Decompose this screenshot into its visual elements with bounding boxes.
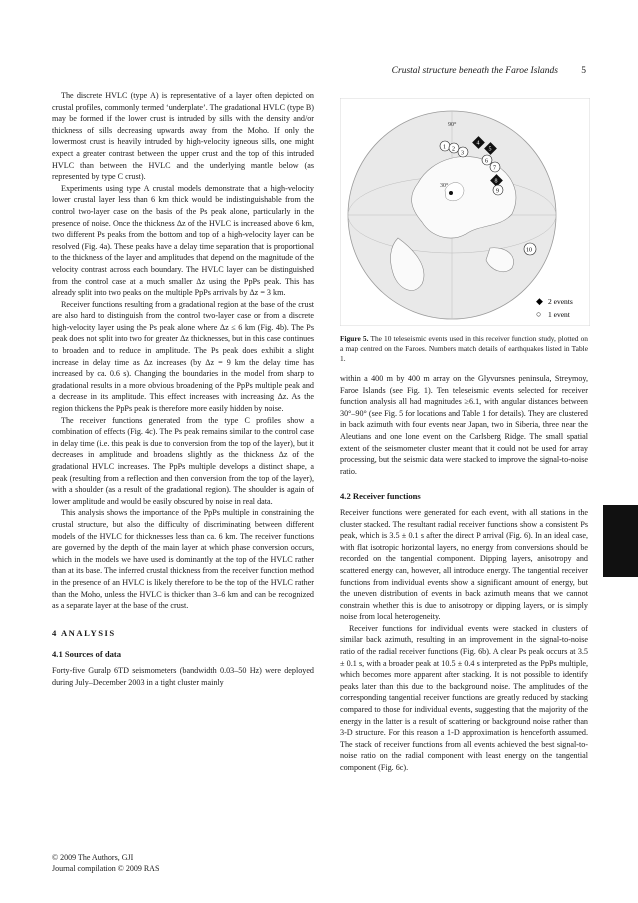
caption-text: The 10 teleseismic events used in this receiver function study, plotted on a map centred on the Faroes. Numbers match details of earthquakes listed in Table 1.	[340, 334, 588, 363]
svg-text:30°: 30°	[440, 183, 449, 189]
paragraph: Receiver functions were generated for each event, with all stations in the cluster stacked. The resultant radial receiver functions show a consistent Ps peak, which is 3.5 ± 0.1 s after the direct P arrival (Fig. 6). In an ideal case, with flat isotropic horizontal layers, no energy from conversions should be recorded on the tangential component. Dipping layers, anisotropy and scattered energy can, however, all introduce energy. The tangential receiver functions from individual events show a significant amount of energy, but the uneven distribution of events in back azimuth means that we cannot constrain whether this is due to anisotropy or dipping layers, or is simply noise from local heterogeneity.	[340, 507, 588, 622]
legend-label: 1 event	[548, 310, 570, 319]
figure-label: Figure 5.	[340, 334, 369, 343]
footer	[52, 852, 159, 874]
svg-text:8: 8	[494, 178, 498, 185]
paragraph: This analysis shows the importance of the PpPs multiple in constraining the crustal structure, but also the difficulty of discriminating between different models of the HVLC for thicknesses less than ca. 6 km. The receiver functions are governed by the depth of the main layer at which phase conversion occurs, which in the models we have used is dominantly at the top of the HVLC rather than at its base. The inferred crustal thickness from the receiver function method in the presence of an HVLC is likely therefore to be the top of the HVLC rather than the Moho, unless the HVLC is thicker than 3–6 km and can be recognized as a separate layer at the base of the crust.	[52, 508, 314, 611]
svg-text:10: 10	[526, 247, 532, 254]
copyright-line: © 2009 The Authors, GJI	[52, 853, 134, 862]
paragraph: Experiments using type A crustal models demonstrate that a high-velocity lower crustal layer less than 6 km thick would be indistinguishable from the control two-layer case on the basis of the Ps peak alone, particularly in the presence of noise. Once the thickness Δz of the HVLC is increased above 6 km, two different Ps peaks from the bottom and top of a high-velocity layer can be resolved (Fig. 4a). These peaks have a delay time separation that is proportional to the thickness of the layer and amplitudes that depend on the magnitude of the velocity contrast across each boundary. The HVLC layer can be distinguished from the control case at a much smaller Δz using the PpPs peak. This has already split into two peaks on the multiple PpPs arrivals by Δz = 3 km.	[52, 183, 314, 298]
thumb-index-tab	[603, 505, 638, 577]
journal-line: Journal compilation © 2009 RAS	[52, 864, 160, 873]
legend-label: 2 events	[548, 297, 573, 306]
event-marker	[490, 162, 500, 172]
svg-text:3: 3	[461, 150, 464, 157]
event-marker	[482, 155, 492, 165]
running-header	[0, 66, 638, 78]
paragraph: The receiver functions generated from the type C profiles show a combination of effects (Fig. 4c). The Ps peak remains similar to the control case in delay time (i.e. this peak is due to conversion from the top of the layer), but it decreases in amplitude and broadens slightly as the thickness Δz of the gradational HVLC increases. The PpPs multiple develops a distinct shape, a peak (resulting from a reflection and then conversion from the top of the layer), with a shoulder (as a result of the gradational region). The shoulder is again of lower amplitude and would be easily obscured by noise in real data.	[52, 415, 314, 506]
svg-text:1: 1	[443, 144, 446, 151]
svg-text:5: 5	[488, 146, 492, 153]
svg-text:4: 4	[476, 140, 480, 147]
event-marker	[524, 243, 536, 255]
left-column	[52, 90, 314, 688]
paragraph: The discrete HVLC (type A) is representative of a layer often depicted on crustal profiles, commonly termed ‘underplate’. The gradational HVLC (type B) may be formed if the lower crust is intruded by sills with the density and/or thickness of sills decreasing upwards away from the Moho. If only the lowermost crust is heavily intruded by high-velocity igneous sills, one might expect a greater contrast between the upper crust and the top of this intruded HVLC than between the HVLC and the underlying mantle below (as represented by type C crust).	[52, 91, 314, 182]
svg-text:9: 9	[496, 188, 499, 195]
map-graphic	[340, 98, 590, 326]
legend-symbol: ◆	[536, 296, 543, 306]
figure-5-map	[340, 98, 590, 326]
legend-symbol: ○	[536, 309, 542, 319]
subsection-heading: 4.1 Sources of data	[52, 649, 122, 660]
event-marker	[493, 185, 503, 195]
event-marker	[458, 147, 468, 157]
paragraph: Receiver functions for individual events were stacked in clusters of similar back azimuth, resulting in an improvement in the signal-to-noise ratio of the radial receiver functions (Fig. 6b). A clear Ps peak occurs at 3.5 ± 0.1 s, with a broader peak at 10.5 ± 0.4 s interpreted as the PpPs multiple, which becomes more apparent after stacking. It is not possible to identify peaks later than this due to the background noise. The amplitudes of the corresponding tangential receiver functions are greatly reduced by stacking compared to those for individual events, suggesting that the majority of the energy in the latter is a result of scattering or background noise rather than 3-D structure. For this reason a 1-D approximation is henceforth assumed. The stack of receiver functions from all events achieved the best signal-to-noise ratio on the radial component with least energy on the tangential component (Fig. 6c).	[340, 623, 588, 772]
event-marker	[449, 143, 459, 153]
latitude-label: 90°	[448, 122, 457, 128]
svg-text:7: 7	[493, 165, 496, 172]
paragraph: Receiver functions resulting from a gradational region at the base of the crust are also hard to distinguish from the control two-layer case or from a discrete high-velocity layer using the Ps peak alone where Δz ≤ 6 km (Fig. 4b). The Ps peak does not split into two for greater Δz thicknesses, but in this case continues to broaden and to reduce in amplitude. The Ps peak does exhibit a slight increase in delay time as Δz increases (by Δz = 9 km the delay time has increased by ca. 0.6 s). Changing the boundaries in the model from sharp to gradational results in a more obvious broadening of the PpPs multiple peak and a decrease in its amplitude. This effect increases with increasing Δz. As the region thickens the PpPs peak is therefore more easily hidden by noise.	[52, 299, 314, 414]
paragraph: Forty-five Guralp 6TD seismometers (bandwidth 0.03–50 Hz) were deployed during July–December 2003 in a tight cluster mainly	[52, 665, 314, 687]
svg-text:6: 6	[485, 158, 488, 165]
page-number: 5	[581, 66, 586, 76]
section-heading: 4 ANALYSIS	[52, 627, 116, 638]
paragraph: within a 400 m by 400 m array on the Glyvursnes peninsula, Streymoy, Faroe Islands (see Fig. 1). Ten teleseismic events selected for receiver function analysis all had magnitudes ≥6.1, with angular distances between 30°–90° (see Fig. 5 for locations and Table 1 for details). They are clustered in back azimuth with four events near Japan, two in Siberia, three near the Aleutians and one lone event on the Carlsberg Ridge. The small spatial extent of the seismometer cluster meant that it could not be used for array processing, but the seismic data were stacked to improve the signal-to-noise ratio.	[340, 374, 588, 476]
subsection-heading: 4.2 Receiver functions	[340, 491, 421, 502]
right-column	[340, 373, 588, 774]
faroe-islands-location	[449, 191, 453, 195]
running-title: Crustal structure beneath the Faroe Islands	[391, 66, 558, 76]
svg-text:2: 2	[452, 146, 455, 153]
event-marker	[440, 141, 450, 151]
figure-caption	[340, 334, 588, 364]
